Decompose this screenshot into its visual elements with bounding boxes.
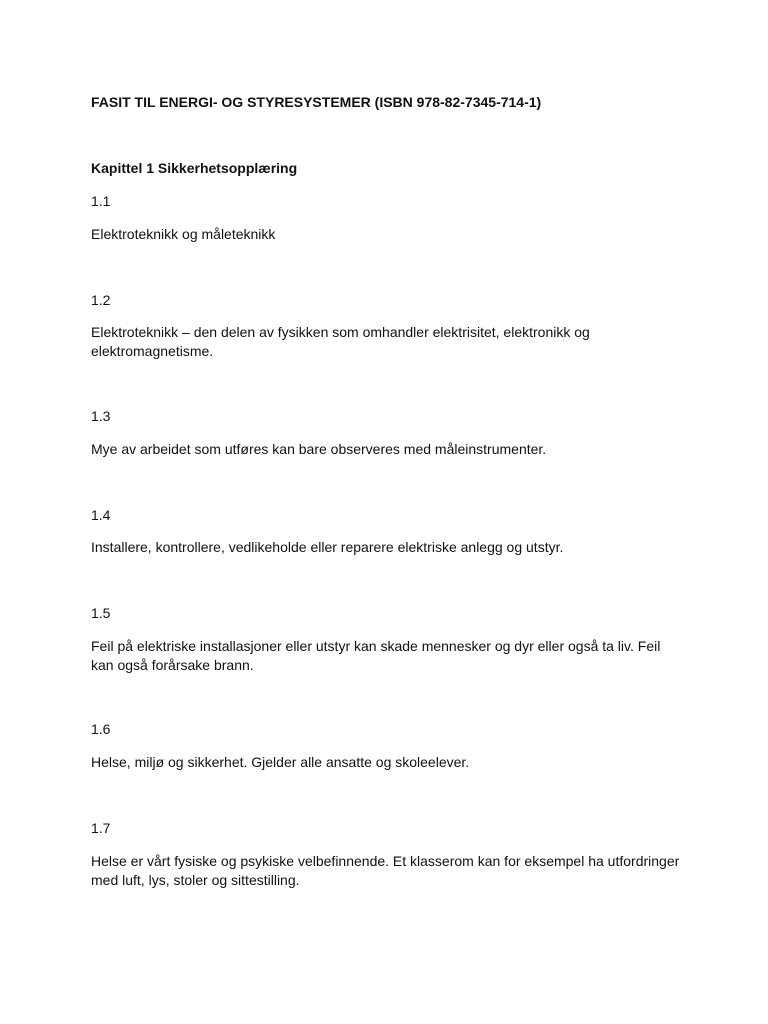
item-number: 1.1 (91, 193, 111, 209)
item-answer: Elektroteknikk – den delen av fysikken som omhandler elektrisitet, elektronikk og elektromagnetisme. (91, 324, 590, 359)
item-number: 1.5 (91, 605, 111, 621)
item-number: 1.6 (91, 721, 111, 737)
item-number: 1.7 (91, 820, 111, 836)
item-answer: Installere, kontrollere, vedlikeholde eller reparere elektriske anlegg og utstyr. (91, 539, 564, 555)
document-title: FASIT TIL ENERGI- OG STYRESYSTEMER (ISBN 978-82-7345-714-1) (91, 94, 542, 110)
item-answer: Mye av arbeidet som utføres kan bare observeres med måleinstrumenter. (91, 441, 547, 457)
item-answer: Helse, miljø og sikkerhet. Gjelder alle ansatte og skoleelever. (91, 754, 470, 770)
item-answer: Feil på elektriske installasjoner eller utstyr kan skade mennesker og dyr eller også ta liv. Feil kan også forårsake brann. (91, 638, 661, 673)
item-number: 1.4 (91, 507, 111, 523)
item-number: 1.3 (91, 408, 111, 424)
item-answer: Elektroteknikk og måleteknikk (91, 226, 276, 242)
chapter-heading: Kapittel 1 Sikkerhetsopplæring (91, 160, 298, 176)
item-number: 1.2 (91, 292, 111, 308)
item-answer: Helse er vårt fysiske og psykiske velbefinnende. Et klasserom kan for eksempel ha utfordringer med luft, lys, stoler og sittestilling. (91, 853, 680, 888)
